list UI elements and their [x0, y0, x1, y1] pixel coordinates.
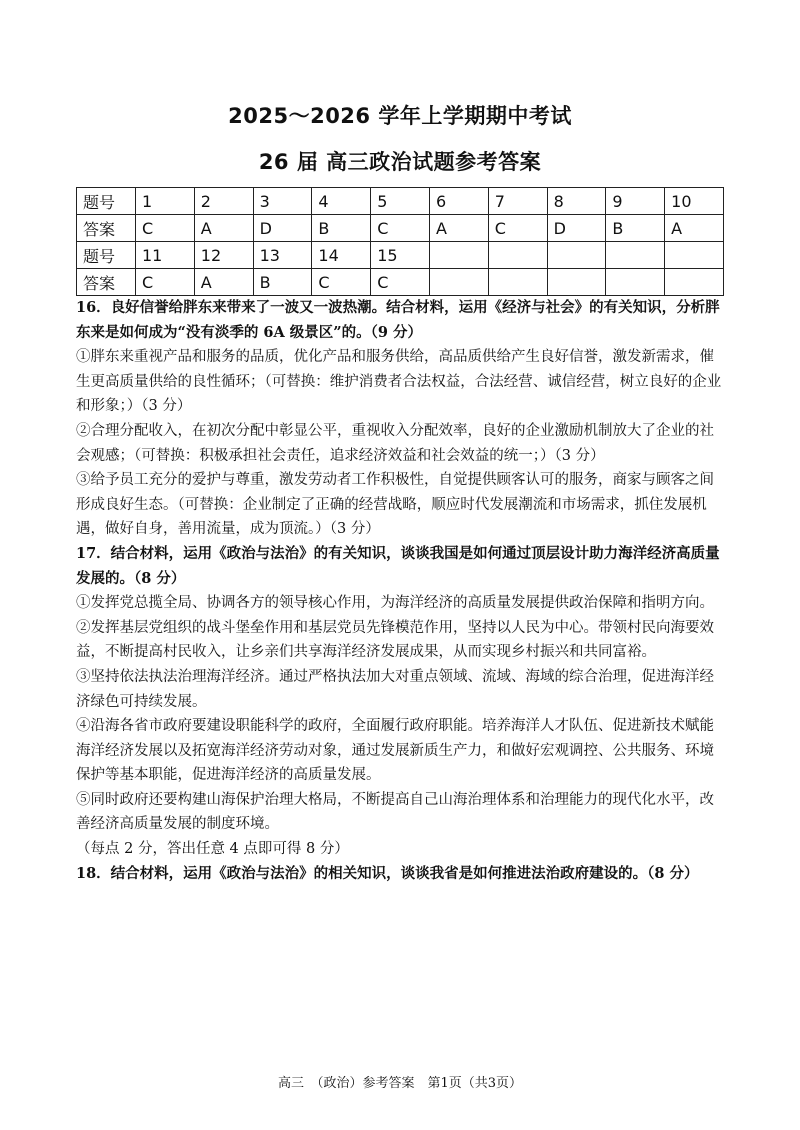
answer-table-body — [77, 188, 724, 296]
q17-point-2: ②发挥基层党组织的战斗堡垒作用和基层党员先锋模范作用，坚持以人民为中心。带领村民向海要效益，不断提高村民收入，让乡亲们共享海洋经济发展成果，从而实现乡村振兴和共同富裕。 — [76, 619, 714, 661]
answer-table-row-label: 题号 — [77, 188, 136, 215]
answer-table-cell — [606, 269, 665, 296]
answer-table-cell: 9 — [606, 188, 665, 215]
question-18: 18．结合材料，运用《政治与法治》的相关知识，谈谈我省是如何推进法治政府建设的。（8 分） — [76, 864, 699, 882]
answer-table-cell — [429, 242, 488, 269]
answer-table-cell: B — [253, 269, 312, 296]
answer-table-cell — [488, 242, 547, 269]
content-body — [76, 296, 724, 886]
answer-table-cell: C — [136, 269, 195, 296]
answer-table-cell — [547, 269, 606, 296]
answer-table-cell — [665, 269, 724, 296]
answer-table-row — [77, 269, 724, 296]
answer-table-cell — [665, 242, 724, 269]
answer-table-cell: 7 — [488, 188, 547, 215]
answer-table-cell: C — [312, 269, 371, 296]
answer-table-cell: A — [194, 269, 253, 296]
answer-table-row — [77, 215, 724, 242]
answer-table-row-label: 答案 — [77, 215, 136, 242]
answer-table-cell: A — [665, 215, 724, 242]
answer-table-cell: D — [253, 215, 312, 242]
answer-table-cell: B — [312, 215, 371, 242]
answer-table-cell — [547, 242, 606, 269]
q17-point-4: ④沿海各省市政府要建设职能科学的政府，全面履行政府职能。培养海洋人才队伍、促进新技术赋能海洋经济发展以及拓宽海洋经济劳动对象，通过发展新质生产力，和做好宏观调控、公共服务、环境保护等基本职能，促进海洋经济的高质量发展。 — [76, 718, 714, 784]
answer-table-cell: 12 — [194, 242, 253, 269]
answer-table-cell: 2 — [194, 188, 253, 215]
q17-point-1: ①发挥党总揽全局、协调各方的领导核心作用，为海洋经济的高质量发展提供政治保障和指明方向。 — [76, 595, 714, 612]
answer-table-row — [77, 188, 724, 215]
exam-title: 2025～2026 学年上学期期中考试 — [228, 104, 572, 128]
answer-table-cell: A — [194, 215, 253, 242]
answer-table-cell: 15 — [371, 242, 430, 269]
answer-table-cell: 8 — [547, 188, 606, 215]
answer-table — [76, 187, 724, 296]
q17-point-3: ③坚持依法执法治理海洋经济。通过严格执法加大对重点领域、流域、海域的综合治理，促进海洋经济绿色可持续发展。 — [76, 668, 714, 710]
q17-point-5: ⑤同时政府还要构建山海保护治理大格局，不断提高自己山海治理体系和治理能力的现代化水平，改善经济高质量发展的制度环境。 — [76, 791, 714, 833]
answer-table-cell — [429, 269, 488, 296]
answer-table-cell: 13 — [253, 242, 312, 269]
answer-key-subtitle: 26 届 高三政治试题参考答案 — [258, 150, 542, 174]
q16-point-2: ②合理分配收入，在初次分配中彰显公平，重视收入分配效率，良好的企业激励机制放大了企业的社会观感；（可替换：积极承担社会责任，追求经济效益和社会效益的统一；）（3 分） — [76, 422, 714, 464]
answer-table-cell: C — [371, 215, 430, 242]
question-17: 17．结合材料，运用《政治与法治》的有关知识，谈谈我国是如何通过顶层设计助力海洋经济高质量发展的。（8 分） — [76, 544, 720, 587]
question-16: 16．良好信誉给胖东来带来了一波又一波热潮。结合材料，运用《经济与社会》的有关知识，分析胖东来是如何成为“没有淡季的 6A 级景区”的。（9 分） — [76, 299, 720, 341]
answer-table-cell: C — [136, 215, 195, 242]
answer-table-cell: 10 — [665, 188, 724, 215]
answer-table-cell — [606, 242, 665, 269]
answer-table-cell: C — [488, 215, 547, 242]
q16-point-3: ③给予员工充分的爱护与尊重，激发劳动者工作积极性，自觉提供顾客认可的服务，商家与顾客之间形成良好生态。（可替换：企业制定了正确的经营战略，顺应时代发展潮流和市场需求，抓住发展机遇，做好自身，善用流量，成为顶流。）（3 分） — [76, 472, 714, 538]
answer-table-cell: 5 — [371, 188, 430, 215]
q17-scoring-note: （每点 2 分，答出任意 4 点即可得 8 分） — [76, 841, 349, 858]
answer-table-row-label: 题号 — [77, 242, 136, 269]
page-footer: 高三 （政治）参考答案 第1页（共3页） — [277, 1076, 523, 1091]
answer-table-cell: 4 — [312, 188, 371, 215]
answer-table-row — [77, 242, 724, 269]
answer-table-cell: C — [371, 269, 430, 296]
answer-table-row-label: 答案 — [77, 269, 136, 296]
answer-table-cell: 3 — [253, 188, 312, 215]
answer-table-cell: 1 — [136, 188, 195, 215]
answer-table-cell: 6 — [429, 188, 488, 215]
answer-table-cell — [488, 269, 547, 296]
answer-table-cell: 11 — [136, 242, 195, 269]
answer-table-cell: D — [547, 215, 606, 242]
answer-table-cell: B — [606, 215, 665, 242]
q16-point-1: ①胖东来重视产品和服务的品质，优化产品和服务供给，高品质供给产生良好信誉，激发新需求，催生更高质量供给的良性循环；（可替换：维护消费者合法权益，合法经营、诚信经营，树立良好的企业和形象；）（3 分） — [76, 349, 722, 415]
answer-table-cell: A — [429, 215, 488, 242]
answer-table-cell: 14 — [312, 242, 371, 269]
